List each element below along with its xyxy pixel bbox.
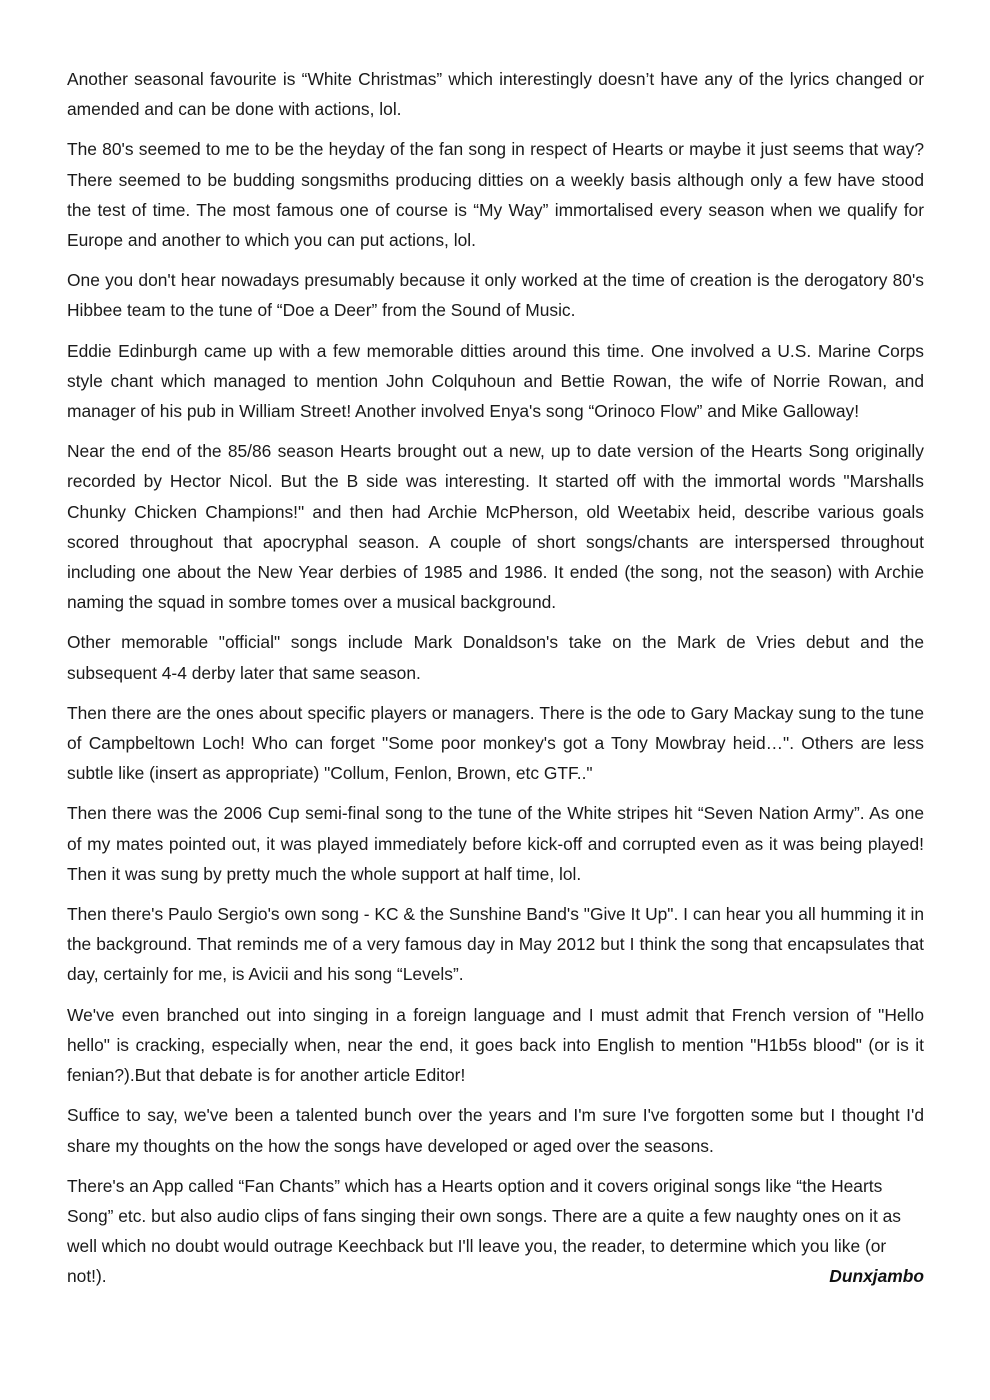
paragraph-seven-nation-army: Then there was the 2006 Cup semi-final song to the tune of the White stripes hit “Seven Nation Army”. As one of my mates pointed out, it was played immediately before kick-off and corrupted even as it was being played! Then it was sung by pretty much the whole support at half time, lol. (67, 803, 924, 884)
author-signature: Dunxjambo (829, 1266, 924, 1287)
paragraph-fan-chants-text: There's an App called “Fan Chants” which has a Hearts option and it covers original songs like “the Hearts Song” etc. but also audio clips of fans singing their own songs. There are a quite a few naughty ones on it as well which no doubt would outrage Keechback but I'll leave you, the reader, to determine which you like (or not!). (67, 1175, 901, 1287)
paragraph-give-it-up: Then there's Paulo Sergio's own song - KC & the Sunshine Band's "Give It Up". I can hear you all humming it in the background. That reminds me of a very famous day in May 2012 but I think the song that encapsulates that day, certainly for me, is Avicii and his song “Levels”. (67, 904, 924, 985)
paragraph-doe-a-deer: One you don't hear nowadays presumably because it only worked at the time of creation is the derogatory 80's Hibbee team to the tune of “Doe a Deer” from the Sound of Music. (67, 270, 924, 321)
paragraph-fan-chants-app (67, 1171, 924, 1292)
paragraph-white-christmas: Another seasonal favourite is “White Christmas” which interestingly doesn’t have any of the lyrics changed or amended and can be done with actions, lol. (67, 69, 924, 120)
article-body (67, 64, 924, 1292)
paragraph-eddie-edinburgh: Eddie Edinburgh came up with a few memorable ditties around this time. One involved a U.S. Marine Corps style chant which managed to mention John Colquhoun and Bettie Rowan, the wife of Norrie Rowan, and manager of his pub in William Street! Another involved Enya's song “Orinoco Flow” and Mike Galloway! (67, 340, 924, 422)
paragraph-85-86-season: Near the end of the 85/86 season Hearts brought out a new, up to date version of the Hearts Song originally recorded by Hector Nicol. But the B side was interesting. It started off with the immortal words "Marshalls Chunky Chicken Champions!" and then had Archie McPherson, old Weetabix heid, describe various goals scored throughout that apocryphal season. A couple of short songs/chants are interspersed throughout including one about the New Year derbies of 1985 and 1986. It ended (the song, not the season) with Archie naming the squad in sombre tomes over a musical background. (67, 441, 924, 613)
paragraph-players-managers: Then there are the ones about specific players or managers. There is the ode to Gary Mackay sung to the tune of Campbeltown Loch! Who can forget "Some poor monkey's got a Tony Mowbray heid…". Others are less subtle like (insert as appropriate) "Collum, Fenlon, Brown, etc GTF.." (67, 702, 924, 784)
paragraph-foreign-language: We've even branched out into singing in a foreign language and I must admit that French version of "Hello hello" is cracking, especially when, near the end, it goes back into English to mention "H1b5s blood" (or is it fenian?).But that debate is for another article Editor! (67, 1004, 924, 1086)
paragraph-suffice-to-say: Suffice to say, we've been a talented bunch over the years and I'm sure I've forgotten some but I thought I'd share my thoughts on the how the songs have developed or aged over the seasons. (67, 1105, 924, 1156)
paragraph-80s-heyday: The 80's seemed to me to be the heyday of the fan song in respect of Hearts or maybe it just seems that way? There seemed to be budding songsmiths producing ditties on a weekly basis although only a few have stood the test of time. The most famous one of course is “My Way” immortalised every season when we qualify for Europe and another to which you can put actions, lol. (67, 139, 924, 251)
paragraph-official-songs: Other memorable "official" songs include Mark Donaldson's take on the Mark de Vries debut and the subsequent 4-4 derby later that same season. (67, 632, 924, 683)
